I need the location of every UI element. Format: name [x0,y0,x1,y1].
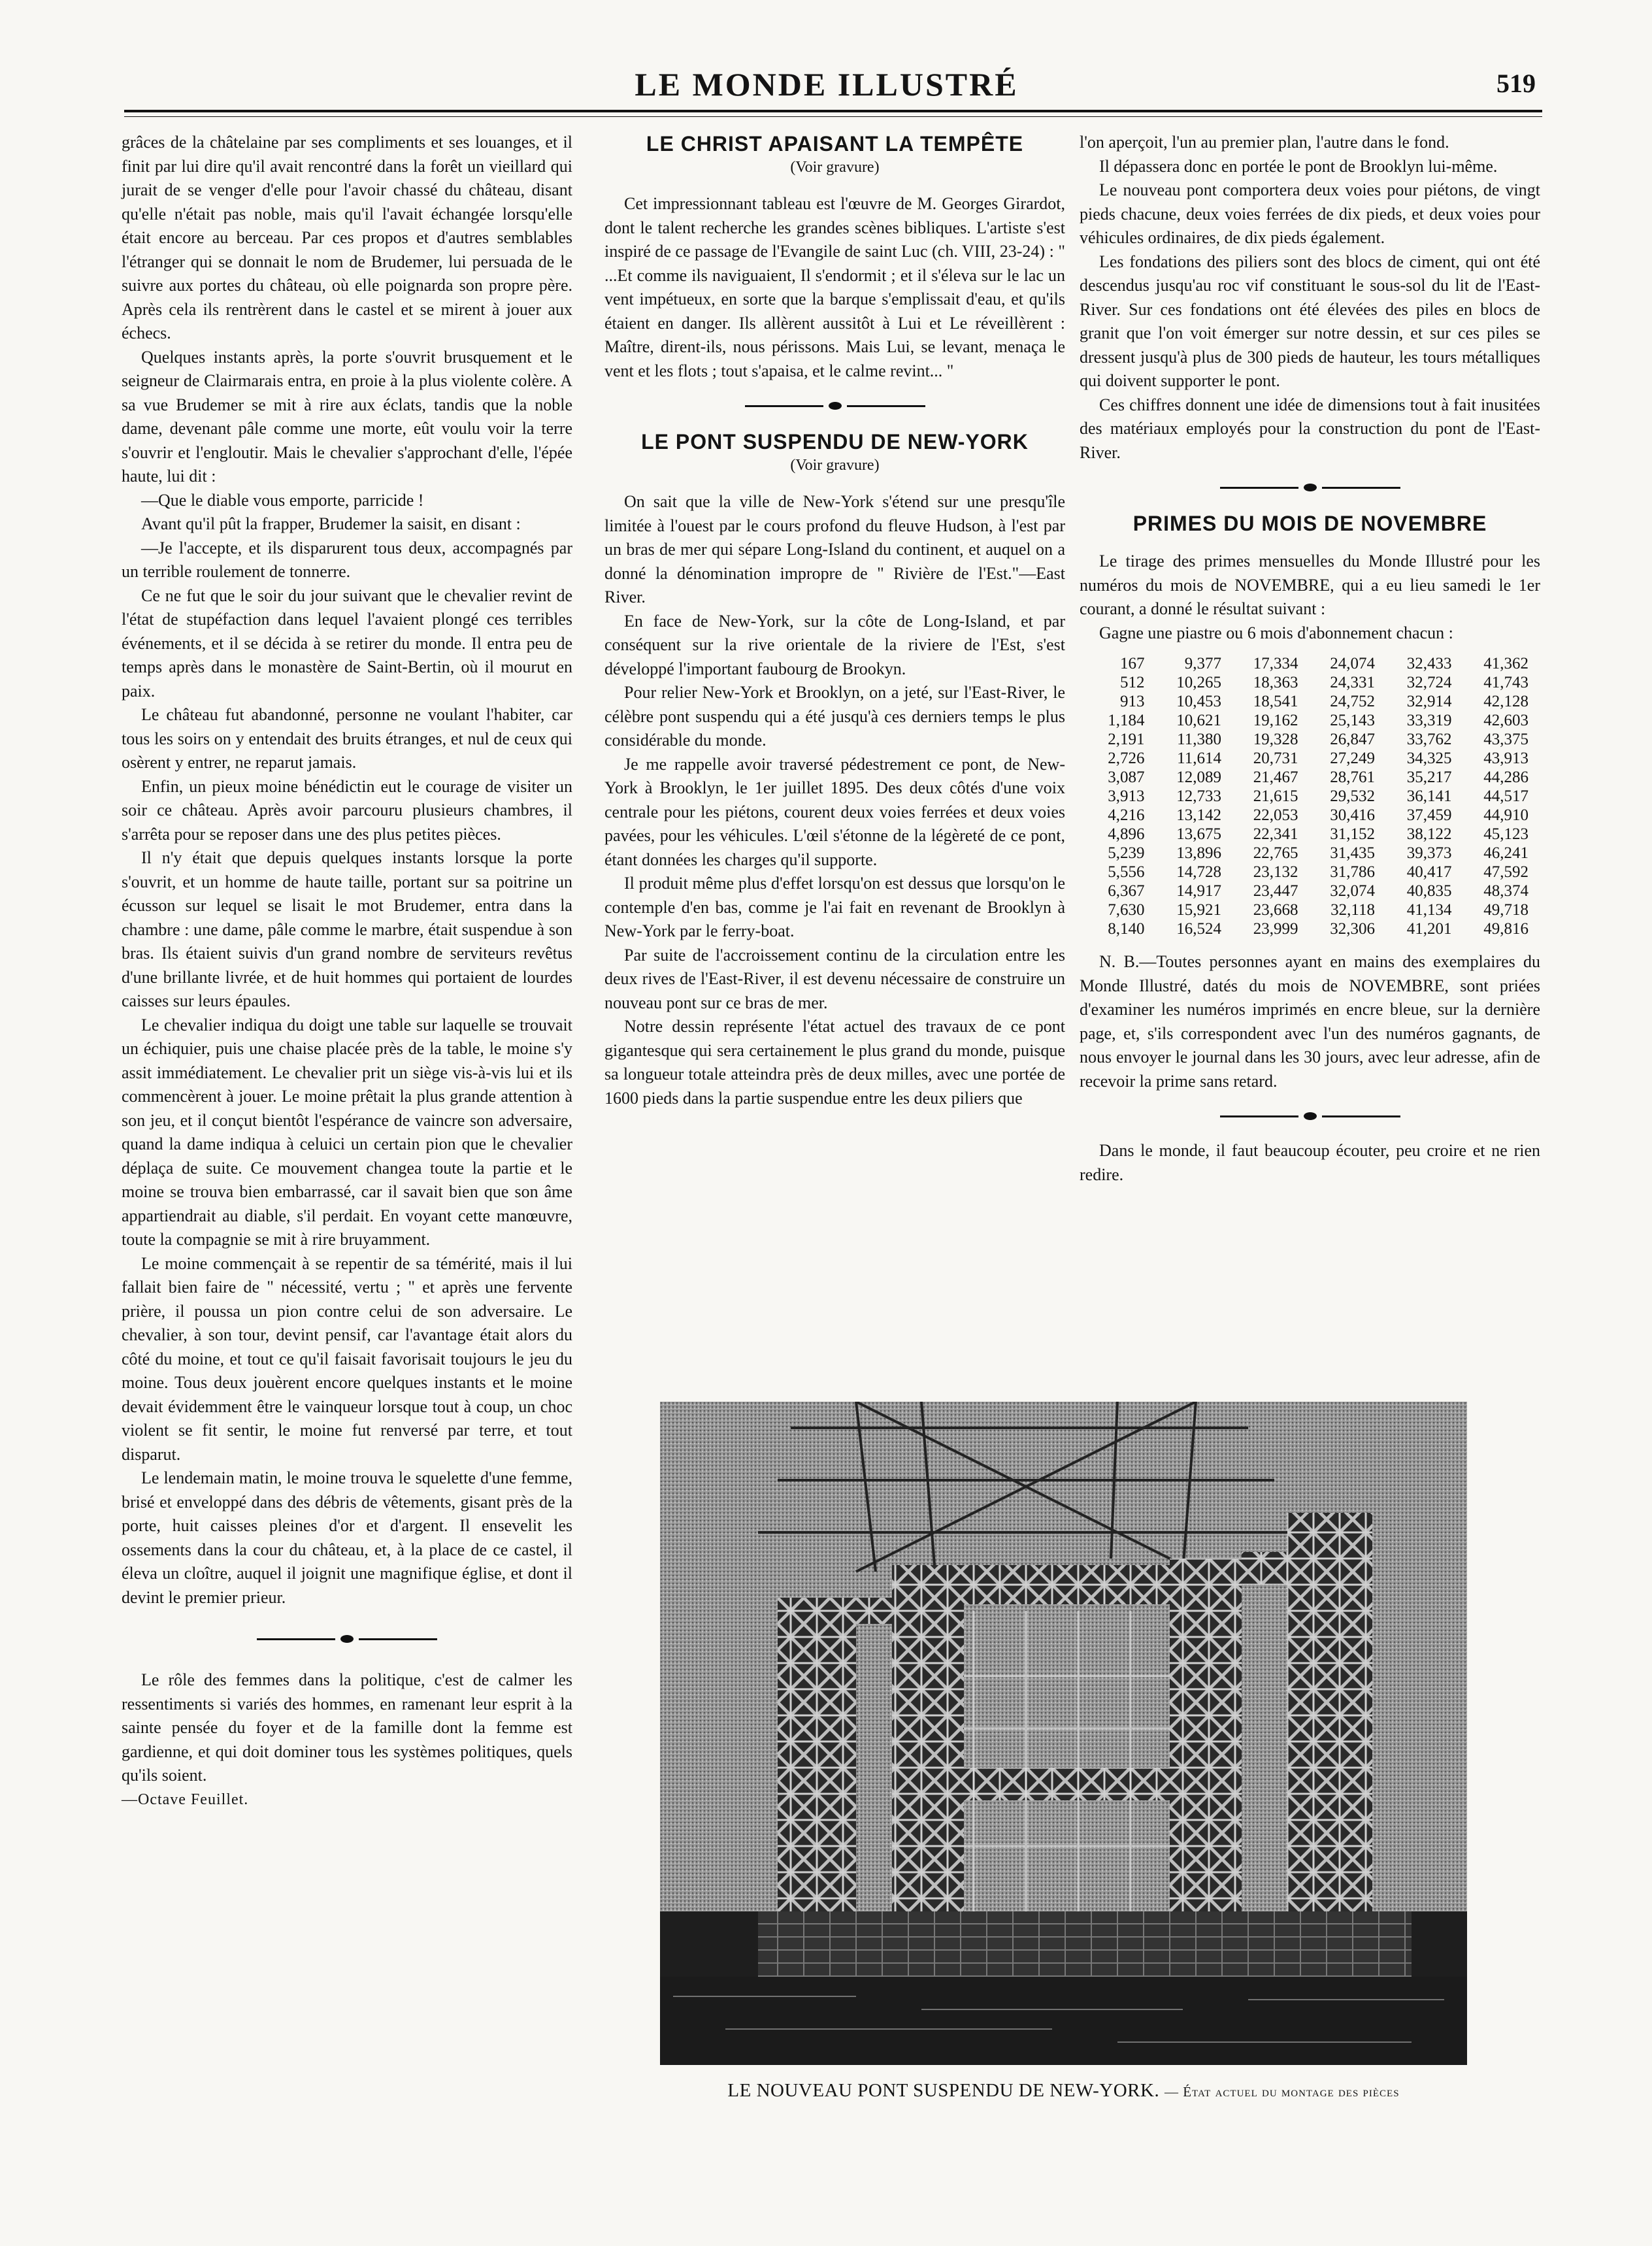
prize-number: 49,718 [1483,901,1528,919]
prize-number: 41,362 [1483,655,1528,672]
prize-number: 6,367 [1108,882,1145,900]
paragraph: Il n'y était que depuis quelques instants lorsque la porte s'ouvrit, et un homme de haute taille, portant sur sa poitrine un écusson sur lequel se lisait le mot Brudemer, entra dans la chambre : une dame, pâle comme le marbre, était suspendue à son bras. Ils étaient suivis d'un grand nombre de serviteurs revêtus d'une brillante livrée, et de huit hommes qui portaient de lourdes caisses sur leurs épaules. [122,848,572,1010]
prize-number: 15,921 [1176,901,1221,919]
paragraph: Il dépassera donc en portée le pont de Brooklyn lui-même. [1099,156,1498,176]
table-row [1080,900,1540,919]
table-row [1080,863,1540,882]
prize-number: 47,592 [1483,863,1528,881]
prize-number: 41,134 [1406,901,1452,919]
section-ornament [122,1610,572,1668]
prize-number: 2,726 [1108,750,1145,767]
prize-number: 44,286 [1483,768,1528,786]
prize-number: 167 [1120,655,1145,672]
primes-intro: Le tirage des primes mensuelles du Monde Illustré pour les numéros du mois de NOVEMBRE, qui a eu lieu samedi le 1er courant, a donné le résultat suivant : [1080,552,1540,618]
prize-number: 43,913 [1483,750,1528,767]
prize-number: 31,152 [1330,825,1375,843]
prize-number: 10,265 [1176,674,1221,691]
prize-number: 38,122 [1406,825,1452,843]
prize-number: 22,053 [1253,806,1298,824]
prize-number: 11,614 [1177,750,1221,767]
prize-number: 21,615 [1253,787,1298,805]
paragraph: Les fondations des piliers sont des blocs de ciment, qui ont été descendus jusqu'au roc vif constituant le sous-sol du lit de l'East-River. Sur ces fondations ont été élevées des piles en blocs de granit que l'on voit émerger sur notre dessin, et sur ces piles se dressent jusqu'à plus de 300 pieds de hauteur, les tours métalliques qui doivent supporter le pont. [1080,252,1540,390]
table-row [1080,844,1540,863]
table-row [1080,919,1540,938]
prize-number: 18,541 [1253,693,1298,710]
paragraph: grâces de la châtelaine par ses compliments et ses louanges, et il finit par lui dire qu'il avait rencontré dans la forêt un vieillard qui jurait de se venger d'elle pour l'avoir chassé du château, disant qu'elle n'était pas noble, mais qu'il l'avait échangée lorsqu'elle était encore au berceau. Par ces propos et d'autres semblables l'étranger qui se donnait le nom de Brudemer, lui persuada de le suivre aux portes du château, où elle poignarda son propre père. Après cela ils rentrèrent dans le castel et se mirent à jouer aux échecs. [122,133,572,342]
paragraph: En face de New-York, sur la côte de Long-Island, et par conséquent sur la rive orientale de la riviere de l'Est, s'est développé l'important faubourg de Brookyn. [604,611,1065,678]
section-ornament [604,383,1065,429]
paragraph: Notre dessin représente l'état actuel des travaux de ce pont gigantesque qui sera certainement le plus grand du monde, puisque sa longueur totale atteindra près de deux milles, avec une portée de 1600 pieds dans la partie suspendue entre les deux piliers que [604,1017,1065,1108]
prize-number: 27,249 [1330,750,1375,767]
primes-title: PRIMES DU MOIS DE NOVEMBRE [1132,512,1487,535]
prize-number: 13,142 [1176,806,1221,824]
prize-number: 10,453 [1176,693,1221,710]
prize-number: 46,241 [1483,844,1528,862]
table-row [1080,711,1540,730]
prize-number: 23,999 [1253,920,1298,938]
prize-number: 34,325 [1406,750,1452,767]
prize-number: 39,373 [1406,844,1452,862]
primes-note: N. B.—Toutes personnes ayant en mains des exemplaires du Monde Illustré, datés du mois de NOVEMBRE, sont priées d'examiner les numéros imprimés en encre bleue, sur la dernière page, et, s'ils correspondent avec l'un des numéros gagnants, de nous envoyer le journal dans les 30 jours, avec leur adresse, afin de recevoir la prime sans retard. [1080,952,1540,1091]
column-2 [604,131,1065,1110]
table-row [1080,692,1540,711]
prize-number: 512 [1120,674,1145,691]
paragraph: Cet impressionnant tableau est l'œuvre de M. Georges Girardot, dont le talent recherche les grandes scènes bibliques. L'artiste s'est inspiré de ce passage de l'Evangile de saint Luc (ch. VIII, 23-24) : " ...Et comme ils naviguaient, Il s'endormit ; et il s'éleva sur le lac un vent impétueux, en sorte que la barque s'emplissait d'eau, et qu'ils étaient en danger. Ils allèrent aussitôt à Lui et Le réveillèrent : Maître, dirent-ils, nous périssons. Mais Lui, se levant, menaça le vent et les flots ; tout s'apaisa, et le calme revint... " [604,194,1065,380]
prize-number: 40,417 [1406,863,1452,881]
prize-number: 40,835 [1406,882,1452,900]
paragraph: —Que le diable vous emporte, parricide ! [141,490,424,510]
winning-numbers-table [1080,654,1540,938]
paragraph: Le nouveau pont comportera deux voies pour piétons, de vingt pieds chacune, deux voies ferrées de dix pieds, et deux voies pour véhicules ordinaires, de dix pieds également. [1080,180,1540,247]
prize-number: 12,089 [1176,768,1221,786]
prize-number: 5,239 [1108,844,1145,862]
table-row [1080,787,1540,806]
prize-number: 14,728 [1176,863,1221,881]
prize-number: 33,319 [1406,712,1452,729]
prize-number: 1,184 [1108,712,1145,729]
paragraph: Je me rappelle avoir traversé pédestrement ce pont, de New-York à Brooklyn, le 1er juillet 1895. Des deux côtés d'une voix centrale pour les piétons, courent deux voies ferrées et deux voies pavées, pour les véhicules. L'œil s'étonne de la légèreté de ce pont, étant données les charges qu'il supporte. [604,754,1065,869]
prize-number: 49,816 [1483,920,1528,938]
prize-number: 3,087 [1108,768,1145,786]
section-ornament [1080,465,1540,510]
maxim: Dans le monde, il faut beaucoup écouter, peu croire et ne rien redire. [1080,1141,1540,1184]
prize-number: 22,341 [1253,825,1298,843]
paragraph: Le château fut abandonné, personne ne voulant l'habiter, car tous les soirs on y entendait des bruits étranges, et nul de ceux qui osèrent y entrer, ne reparut jamais. [122,705,572,772]
prize-number: 32,724 [1406,674,1452,691]
prize-number: 31,786 [1330,863,1375,881]
prize-number: 14,917 [1176,882,1221,900]
header-rule [124,110,1542,112]
paragraph: Quelques instants après, la porte s'ouvrit brusquement et le seigneur de Clairmarais entra, en proie à la plus violente colère. A sa vue Brudemer se mit à rire aux éclats, tandis que la noble dame, devenant pâle comme une morte, eût voulu voir la terre s'ouvrir et l'engloutir. Mais le chevalier s'approchant d'elle, l'épée haute, lui dit : [122,347,572,486]
prize-number: 19,328 [1253,731,1298,748]
prize-number: 42,603 [1483,712,1528,729]
page-number: 519 [1496,69,1536,98]
prize-number: 36,141 [1406,787,1452,805]
prize-number: 9,377 [1184,655,1221,672]
prize-number: 48,374 [1483,882,1528,900]
prize-number: 20,731 [1253,750,1298,767]
prize-number: 24,331 [1330,674,1375,691]
primes-prize: Gagne une piastre ou 6 mois d'abonnement chacun : [1099,623,1453,642]
prize-number: 22,765 [1253,844,1298,862]
article-subtitle: (Voir gravure) [790,457,880,474]
prize-number: 11,380 [1177,731,1221,748]
caption-detail: — État actuel du montage des pièces [1164,2084,1400,2100]
paragraph: l'on aperçoit, l'un au premier plan, l'autre dans le fond. [1080,133,1449,152]
prize-number: 23,447 [1253,882,1298,900]
table-row [1080,749,1540,768]
prize-number: 32,306 [1330,920,1375,938]
prize-number: 28,761 [1330,768,1375,786]
table-row [1080,673,1540,692]
section-ornament [1080,1093,1540,1139]
prize-number: 32,914 [1406,693,1452,710]
paragraph: Il produit même plus d'effet lorsqu'on est dessus que lorsqu'on le contemple d'en bas, comme je l'ai fait en revenant de Brooklyn à New-York par le ferry-boat. [604,874,1065,940]
newspaper-title: LE MONDE ILLUSTRÉ [635,66,1019,103]
prize-number: 45,123 [1483,825,1528,843]
prize-number: 5,556 [1108,863,1145,881]
column-3 [1080,131,1540,1187]
prize-number: 12,733 [1176,787,1221,805]
prize-number: 24,074 [1330,655,1375,672]
table-row [1080,806,1540,825]
paragraph: Avant qu'il pût la frapper, Brudemer la saisit, en disant : [141,514,521,533]
prize-number: 4,896 [1108,825,1145,843]
prize-number: 7,630 [1108,901,1145,919]
prize-number: 42,128 [1483,693,1528,710]
article-title-christ: LE CHRIST APAISANT LA TEMPÊTE [646,132,1024,156]
table-row [1080,654,1540,673]
paragraph: Ces chiffres donnent une idée de dimensions tout à fait inusitées des matériaux employés pour la construction du pont de l'East-River. [1080,395,1540,462]
prize-number: 43,375 [1483,731,1528,748]
prize-number: 3,913 [1108,787,1145,805]
article-title-bridge: LE PONT SUSPENDU DE NEW-YORK [641,430,1029,454]
paragraph: Pour relier New-York et Brooklyn, on a jeté, sur l'East-River, le célèbre pont suspendu qui a été jusqu'à ces derniers temps le plus considérable du monde. [604,683,1065,750]
prize-number: 26,847 [1330,731,1375,748]
prize-number: 23,668 [1253,901,1298,919]
prize-number: 33,762 [1406,731,1452,748]
prize-number: 24,752 [1330,693,1375,710]
prize-number: 41,201 [1406,920,1452,938]
prize-number: 17,334 [1253,655,1298,672]
article-subtitle: (Voir gravure) [790,159,880,176]
paragraph: Le chevalier indiqua du doigt une table sur laquelle se trouvait un échiquier, puis une chaise placée près de la table, le moine s'y assit immédiatement. Le chevalier prit un siège vis-à-vis lui et ils commencèrent à jouer. Le moine prêtait la plus grande attention à son jeu, et il conçut bientôt l'espérance de vaincre son adversaire, quand la dame indiqua à celuici un certain pion que le chevalier déplaça de suite. Ce mouvement changea toute la partie et le moine se trouva bien embarrassé, car il savait bien que son âme appartiendrait au diable, s'il perdait. En voyant cette manœuvre, toute la compagnie se mit à rire bruyamment. [122,1015,572,1249]
quote: Le rôle des femmes dans la politique, c'est de calmer les ressentiments si variés des hommes, en ramenant leur esprit à la sainte pensée du foyer et de la famille dont la femme est gardienne, et qui doit dominer tous les systèmes politiques, quels qu'ils soient. [122,1670,572,1785]
paragraph: —Je l'accepte, et ils disparurent tous deux, accompagnés par un terrible roulement de tonnerre. [122,538,572,581]
paragraph: Le moine commençait à se repentir de sa témérité, mais il lui fallait bien faire de " nécessité, vertu ; " et après une fervente prière, il poussa un pion contre celui de son adversaire. Le chevalier, à son tour, devint pensif, car l'avantage était alors du côté du moine, et tout ce qu'il faisait favorisait toujours le jeu du moine. Tous deux jouèrent encore quelques instants et le moine devait évidemment être le vainqueur lorsque tout à coup, un choc violent se fit sentir, le moine fut renversé par terre, et tout disparut. [122,1253,572,1464]
prize-number: 44,910 [1483,806,1528,824]
prize-number: 44,517 [1483,787,1528,805]
quote-author: —Octave Feuillet. [122,1791,249,1808]
prize-number: 2,191 [1108,731,1145,748]
paragraph: Par suite de l'accroissement continu de la circulation entre les deux rives de l'East-River, il est devenu nécessaire de construire un nouveau pont sur ce bras de mer. [604,945,1065,1012]
header-rule-thin [124,116,1542,117]
prize-number: 25,143 [1330,712,1375,729]
prize-number: 31,435 [1330,844,1375,862]
paragraph: On sait que la ville de New-York s'étend sur une presqu'île limitée à l'ouest par le cours profond du fleuve Hudson, à l'est par un bras de mer qui sépare Long-Island du continent, et auquel on a donné la dénomination impropre de " Rivière de l'Est."—East River. [604,492,1065,606]
table-row [1080,730,1540,749]
prize-number: 21,467 [1253,768,1298,786]
prize-number: 13,675 [1176,825,1221,843]
bridge-engraving [660,1402,1467,2065]
bridge-tower-illustration [660,1402,1467,2065]
table-row [1080,768,1540,787]
prize-number: 35,217 [1406,768,1452,786]
prize-number: 18,363 [1253,674,1298,691]
prize-number: 30,416 [1330,806,1375,824]
column-1 [122,131,572,1811]
prize-number: 29,532 [1330,787,1375,805]
prize-number: 32,074 [1330,882,1375,900]
table-row [1080,825,1540,844]
table-row [1080,882,1540,900]
paragraph: Le lendemain matin, le moine trouva le squelette d'une femme, brisé et enveloppé dans des débris de vêtements, gisant près de la porte, huit caisses pleines d'or et d'argent. Il ensevelit les ossements dans la cour du château, et, à la place de ce castel, il éleva un cloître, auquel il joignit une magnifique église, et dont il devint le premier prieur. [122,1468,572,1607]
prize-number: 32,118 [1330,901,1375,919]
paragraph: Ce ne fut que le soir du jour suivant que le chevalier revint de l'état de stupéfaction dans lequel l'avaient plongé ces terribles événements, et il se décida à se retirer du monde. Il entra peu de temps après dans le monastère de Saint-Bertin, où il mourut en paix. [122,586,572,701]
prize-number: 913 [1120,693,1145,710]
masthead [118,60,1536,110]
prize-number: 19,162 [1253,712,1298,729]
caption-title: LE NOUVEAU PONT SUSPENDU DE NEW-YORK. [727,2080,1160,2101]
figure-caption [660,2080,1467,2102]
prize-number: 10,621 [1176,712,1221,729]
prize-number: 32,433 [1406,655,1452,672]
prize-number: 8,140 [1108,920,1145,938]
paragraph: Enfin, un pieux moine bénédictin eut le courage de visiter un soir ce château. Après avoir parcouru plusieurs chambres, il s'arrêta pour se reposer dans une des plus petites pièces. [122,776,572,844]
prize-number: 41,743 [1483,674,1528,691]
prize-number: 16,524 [1176,920,1221,938]
prize-number: 4,216 [1108,806,1145,824]
prize-number: 37,459 [1406,806,1452,824]
prize-number: 13,896 [1176,844,1221,862]
prize-number: 23,132 [1253,863,1298,881]
